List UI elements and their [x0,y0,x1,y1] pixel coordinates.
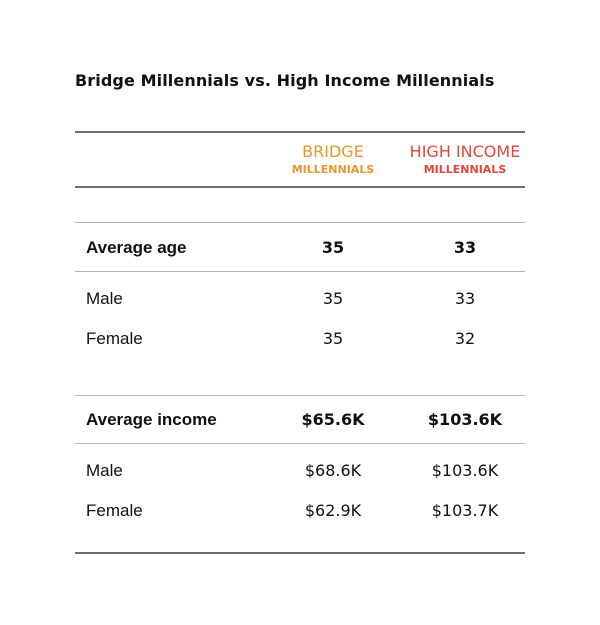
column-header-high-income-main: HIGH INCOME [409,142,521,161]
cell-high-income: $103.7K [431,501,499,520]
cell-bridge: 35 [322,329,344,348]
row-label: Male [86,289,123,308]
section-income-divider [75,443,525,444]
cell-bridge: 35 [321,238,345,257]
table-title: Bridge Millennials vs. High Income Millennials [75,71,495,90]
row-label: Female [86,501,143,520]
cell-high-income: 32 [454,329,476,348]
table-row-income-male [75,459,525,483]
row-label: Average income [86,410,217,429]
section-age-top-rule [75,222,525,223]
table-row-age-male [75,287,525,311]
column-header-bridge-sub: MILLENNIALS [291,163,375,176]
cell-bridge: 35 [322,289,344,308]
table-row-age-female [75,327,525,351]
row-label: Average age [86,238,187,257]
cell-high-income: 33 [454,289,476,308]
column-header-bridge-main: BRIDGE [302,142,364,161]
table-bottom-rule [75,552,525,554]
header-bottom-rule [75,186,525,188]
cell-high-income: $103.6K [431,461,499,480]
section-age-divider [75,271,525,272]
cell-bridge: $62.9K [304,501,362,520]
column-header-high-income-sub: MILLENNIALS [423,163,507,176]
row-label: Male [86,461,123,480]
column-header-high-income [395,143,535,177]
column-header-bridge [263,143,403,177]
table-row-average-age [75,236,525,260]
row-label: Female [86,329,143,348]
table-row-average-income [75,408,525,432]
header-top-rule [75,131,525,133]
section-income-top-rule [75,395,525,396]
cell-high-income: 33 [453,238,477,257]
cell-high-income: $103.6K [427,410,503,429]
table-row-income-female [75,499,525,523]
cell-bridge: $65.6K [301,410,365,429]
cell-bridge: $68.6K [304,461,362,480]
